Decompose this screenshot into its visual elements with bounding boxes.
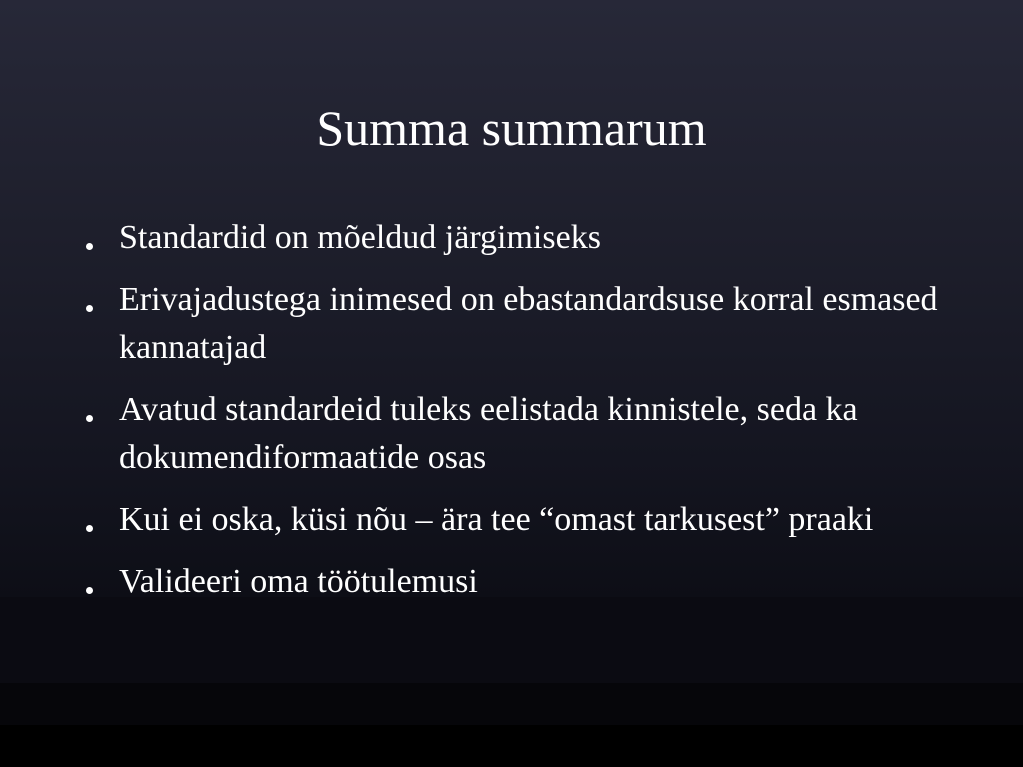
background-band — [0, 725, 1023, 767]
bullet-item — [84, 558, 984, 606]
bullet-dot-icon — [86, 525, 93, 532]
bullet-item — [84, 386, 984, 482]
bullet-item — [84, 214, 984, 262]
bullet-item — [84, 276, 984, 372]
bullet-dot-icon — [86, 305, 93, 312]
bullet-text: Kui ei oska, küsi nõu – ära tee “omast tarkusest” praaki — [119, 501, 874, 538]
bullet-list — [84, 214, 984, 620]
background-band — [0, 683, 1023, 725]
bullet-item — [84, 496, 984, 544]
bullet-dot-icon — [86, 415, 93, 422]
bullet-dot-icon — [86, 587, 93, 594]
bullet-text: Avatud standardeid tuleks eelistada kinnistele, seda ka dokumendiformaatide osas — [119, 391, 858, 476]
bullet-text: Erivajadustega inimesed on ebastandardsuse korral esmased kannatajad — [119, 281, 938, 366]
bullet-text: Standardid on mõeldud järgimiseks — [119, 219, 601, 256]
bullet-dot-icon — [86, 243, 93, 250]
slide-title: Summa summarum — [316, 100, 707, 156]
bullet-text: Valideeri oma töötulemusi — [119, 563, 478, 600]
